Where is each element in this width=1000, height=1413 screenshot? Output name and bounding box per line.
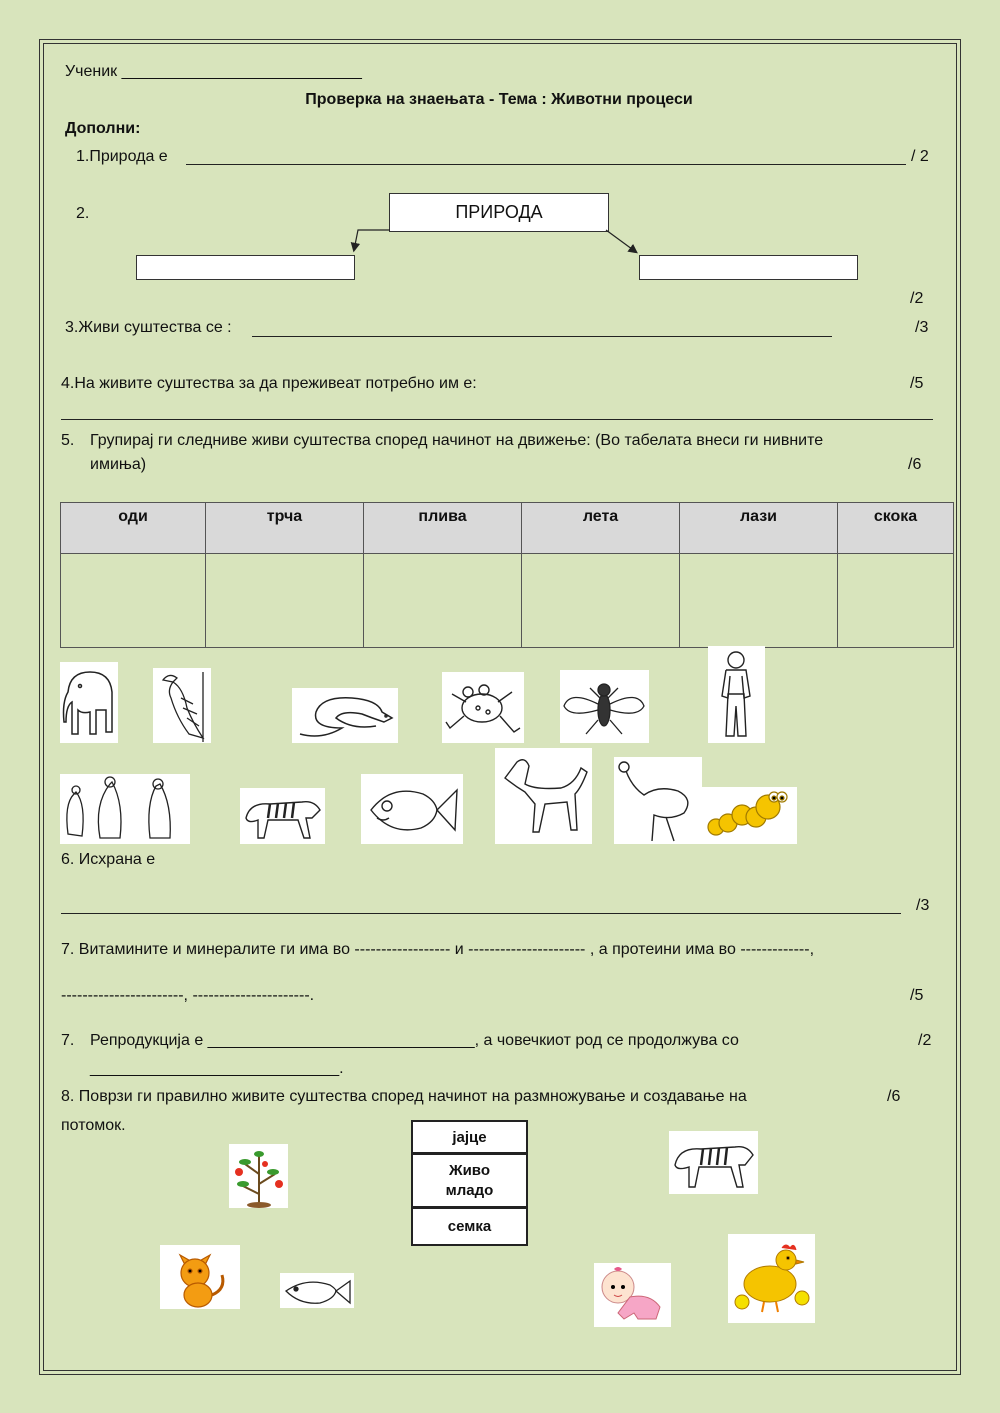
option-seed[interactable]: семка bbox=[411, 1207, 528, 1246]
baby-icon[interactable] bbox=[594, 1263, 671, 1327]
q7b-text-a: Репродукција е ______________________________, а човечкиот род се продолжува со bbox=[90, 1032, 739, 1049]
tiger-icon[interactable] bbox=[240, 788, 325, 844]
q8-line1: 8. Поврзи ги правилно живите суштества според начинот на размножување и создавање на bbox=[61, 1088, 747, 1105]
header-flies: лета bbox=[522, 503, 680, 554]
cell-crawls[interactable] bbox=[680, 554, 838, 648]
tomato-plant-icon[interactable] bbox=[229, 1144, 288, 1208]
q2-answer-box-left[interactable] bbox=[136, 255, 355, 280]
complete-label: Дополни: bbox=[65, 120, 141, 137]
boy-icon[interactable] bbox=[708, 646, 765, 743]
fish-icon[interactable] bbox=[280, 1273, 354, 1308]
priroda-box: ПРИРОДА bbox=[389, 193, 609, 232]
eagle-icon[interactable] bbox=[153, 668, 211, 743]
page-title: Проверка на знаењата - Тема : Животни процеси bbox=[305, 91, 693, 108]
q7b-points: /2 bbox=[918, 1032, 932, 1049]
q8-line2: потомок. bbox=[61, 1117, 126, 1134]
fly-icon[interactable] bbox=[560, 670, 649, 743]
q1-points: / 2 bbox=[911, 148, 929, 165]
option-live-young[interactable]: Живо младо bbox=[411, 1153, 528, 1208]
cell-swims[interactable] bbox=[364, 554, 522, 648]
q2-answer-box-right[interactable] bbox=[639, 255, 858, 280]
hen-chicks-icon[interactable] bbox=[728, 1234, 815, 1323]
q2-number: 2. bbox=[76, 205, 90, 222]
student-name-label: Ученик ___________________________ bbox=[65, 63, 362, 80]
elephant-icon[interactable] bbox=[60, 662, 118, 743]
q8-points: /6 bbox=[887, 1088, 901, 1105]
diagram-arrows bbox=[340, 228, 660, 268]
ostrich-icon[interactable] bbox=[614, 757, 702, 844]
q6-points: /3 bbox=[916, 897, 930, 914]
q3-points: /3 bbox=[915, 319, 929, 336]
q5-text-line2: имиња) bbox=[90, 456, 147, 473]
worm-icon[interactable] bbox=[702, 787, 797, 844]
q4-points: /5 bbox=[910, 375, 924, 392]
q3-answer-line[interactable] bbox=[252, 336, 832, 337]
penguins-icon[interactable] bbox=[60, 774, 190, 844]
q7a-points: /5 bbox=[910, 987, 924, 1004]
q2-points: /2 bbox=[910, 290, 924, 307]
q1-text: 1.Природа е bbox=[76, 148, 168, 165]
header-swims: плива bbox=[364, 503, 522, 554]
header-jumps: скока bbox=[838, 503, 954, 554]
horse-icon[interactable] bbox=[495, 748, 592, 844]
header-walks: оди bbox=[61, 503, 206, 554]
q7a-line2: -----------------------, ----------------------. bbox=[61, 987, 315, 1004]
q4-text: 4.На живите суштества за да преживеат потребно им е: bbox=[61, 375, 477, 392]
option-egg[interactable]: јајце bbox=[411, 1120, 528, 1154]
fish-icon[interactable] bbox=[361, 774, 463, 844]
q7b-number: 7. bbox=[61, 1032, 75, 1049]
q6-answer-line[interactable] bbox=[61, 913, 901, 914]
q7b-text-b: ____________________________. bbox=[90, 1060, 344, 1077]
q5-points: /6 bbox=[908, 456, 922, 473]
q6-text: 6. Исхрана е bbox=[61, 851, 156, 868]
q3-text: 3.Живи суштества се : bbox=[65, 319, 232, 336]
header-crawls: лази bbox=[680, 503, 838, 554]
kitten-icon[interactable] bbox=[160, 1245, 240, 1309]
q5-number: 5. bbox=[61, 432, 75, 449]
tiger-icon[interactable] bbox=[669, 1131, 758, 1194]
cell-runs[interactable] bbox=[206, 554, 364, 648]
q5-text-line1: Групирај ги следниве живи суштества според начинот на движење: (Во табелата внеси ги нивните bbox=[90, 432, 824, 449]
cell-flies[interactable] bbox=[522, 554, 680, 648]
q1-answer-line[interactable] bbox=[186, 164, 906, 165]
snake-icon[interactable] bbox=[292, 688, 398, 743]
cell-jumps[interactable] bbox=[838, 554, 954, 648]
frog-icon[interactable] bbox=[442, 672, 524, 743]
header-runs: трча bbox=[206, 503, 364, 554]
cell-walks[interactable] bbox=[61, 554, 206, 648]
q4-answer-line[interactable] bbox=[61, 419, 933, 420]
movement-table bbox=[60, 502, 954, 648]
q7a-line1: 7. Витамините и минералите ги има во ------------------ и ---------------------- , а протеини има во -------------, bbox=[61, 941, 815, 958]
